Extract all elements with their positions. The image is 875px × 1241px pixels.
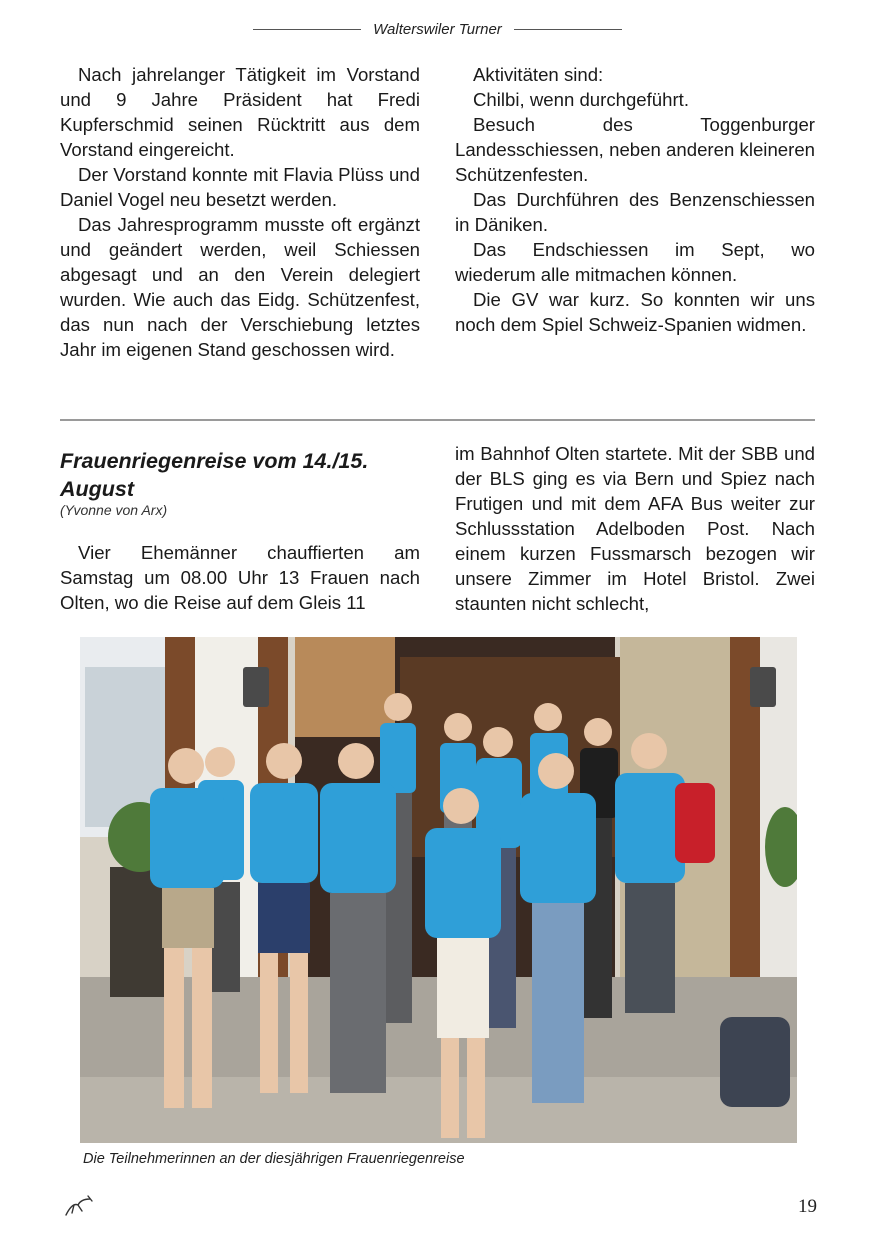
page-number: 19: [798, 1196, 817, 1217]
header-rule-right: [514, 29, 622, 30]
paragraph: Das Endschiessen im Sept, wo wiederum alle mitmachen können.: [455, 239, 815, 285]
group-photo: [80, 637, 797, 1143]
article-left-column: [60, 540, 420, 615]
paragraph: Vier Ehemänner chauffierten am Samstag um 08.00 Uhr 13 Frauen nach Olten, wo die Reise auf dem Gleis 11: [60, 542, 420, 613]
paragraph: Der Vorstand konnte mit Flavia Plüss und Daniel Vogel neu besetzt werden.: [60, 164, 420, 210]
paragraph: Die GV war kurz. So konnten wir uns noch dem Spiel Schweiz-Spanien widmen.: [455, 289, 815, 335]
paragraph: Aktivitäten sind:: [473, 64, 604, 85]
header-rule-left: [253, 29, 361, 30]
top-left-column: [60, 62, 420, 362]
article-right-column: [455, 441, 815, 616]
section-divider: [60, 419, 815, 421]
paragraph: im Bahnhof Olten startete. Mit der SBB und der BLS ging es via Bern und Spiez nach Frutigen und mit dem AFA Bus weiter zur Schlussstation Adelboden Post. Nach einem kurzen Fussmarsch bezogen wir unsere Zimmer im Hotel Bristol. Zwei staunten nicht schlecht,: [455, 443, 815, 614]
paragraph: Das Jahresprogramm musste oft ergänzt und geändert werden, weil Schiessen abgesagt und an den Verein delegiert wurden. Wie auch das Eidg. Schützenfest, das nun nach der Verschiebung letztes Jahr im eigenen Stand geschossen wird.: [60, 214, 420, 360]
photo-caption: Die Teilnehmerinnen an der diesjährigen Frauenriegenreise: [83, 1151, 465, 1167]
paragraph: Besuch des Toggenburger Landesschiessen, neben anderen kleineren Schützenfesten.: [455, 114, 815, 185]
paragraph: Das Durchführen des Benzenschiessen in Däniken.: [455, 189, 815, 235]
article-title: Frauenriegenreise vom 14./15. August: [60, 449, 369, 501]
header-title: Walterswiler Turner: [373, 20, 502, 38]
gymnast-logo-icon: [62, 1193, 96, 1219]
paragraph: Chilbi, wenn durchgeführt.: [473, 89, 690, 110]
article-author: (Yvonne von Arx): [60, 502, 168, 518]
top-right-column: [455, 62, 815, 337]
paragraph: Nach jahrelanger Tätigkeit im Vorstand und 9 Jahre Präsident hat Fredi Kupferschmid seinen Rücktritt aus dem Vorstand eingereicht.: [60, 64, 420, 160]
running-header: [0, 18, 875, 40]
